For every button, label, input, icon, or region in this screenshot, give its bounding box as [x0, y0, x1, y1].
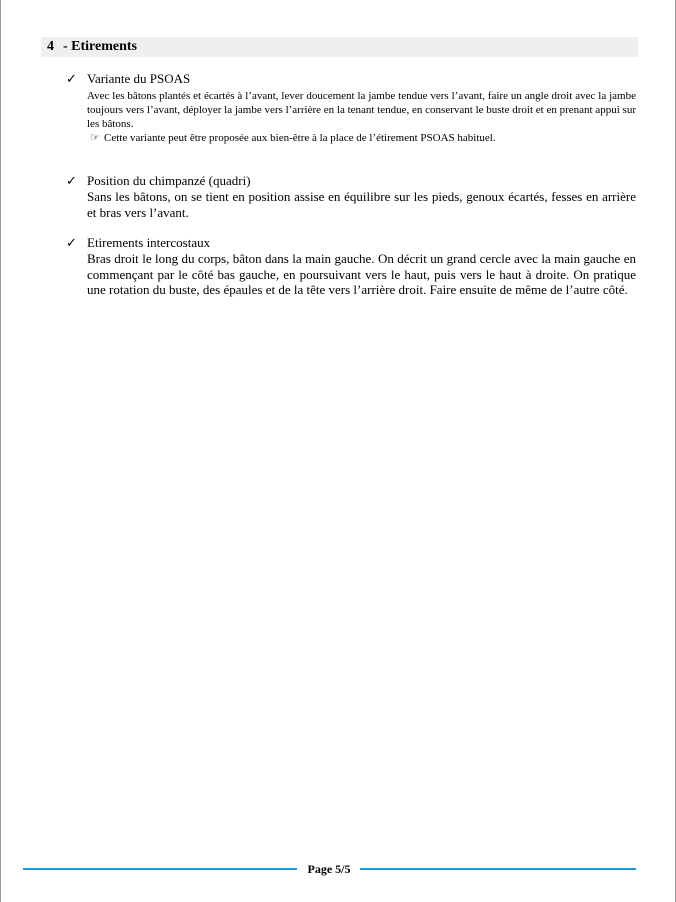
item-title: Position du chimpanzé (quadri): [87, 173, 251, 188]
checkmark-icon: ✓: [66, 173, 77, 188]
footer-rule-right: [360, 868, 636, 870]
item-title: Variante du PSOAS: [87, 71, 191, 86]
item-body: Avec les bâtons plantés et écartés à l’avant, lever doucement la jambe tendue vers l’avant, faire un angle droit avec la jambe toujours vers l’avant, déployer la jambe vers l’arrière en la tenant tendue, en conservant le buste droit et en prenant appui sur les bâtons.: [87, 90, 636, 130]
section-heading: [41, 37, 638, 57]
checkmark-icon: ✓: [66, 71, 77, 86]
item-title: Etirements intercostaux: [87, 235, 211, 250]
page-number: Page 5/5: [307, 862, 351, 876]
note-text: Cette variante peut être proposée aux bien-être à la place de l’étirement PSOAS habituel.: [104, 132, 496, 144]
item-body: Bras droit le long du corps, bâton dans la main gauche. On décrit un grand cercle avec la main gauche en commençant par le côté bas gauche, en poursuivant vers le haut, puis vers le haut à droite. On pratique une rotation du buste, des épaules et de la tête vers l’arrière droit. Faire ensuite de même de l’autre côté.: [87, 251, 636, 297]
section-title: - Etirements: [63, 39, 137, 54]
checkmark-icon: ✓: [66, 235, 77, 250]
footer-rule-left: [23, 868, 297, 870]
section-number: 4: [47, 39, 54, 54]
hand-pointing-icon: ☞: [90, 132, 100, 144]
item-note: [90, 131, 630, 145]
item-body: Sans les bâtons, on se tient en position assise en équilibre sur les pieds, genoux écartés, fesses en arrière et bras vers l’avant.: [87, 189, 636, 220]
